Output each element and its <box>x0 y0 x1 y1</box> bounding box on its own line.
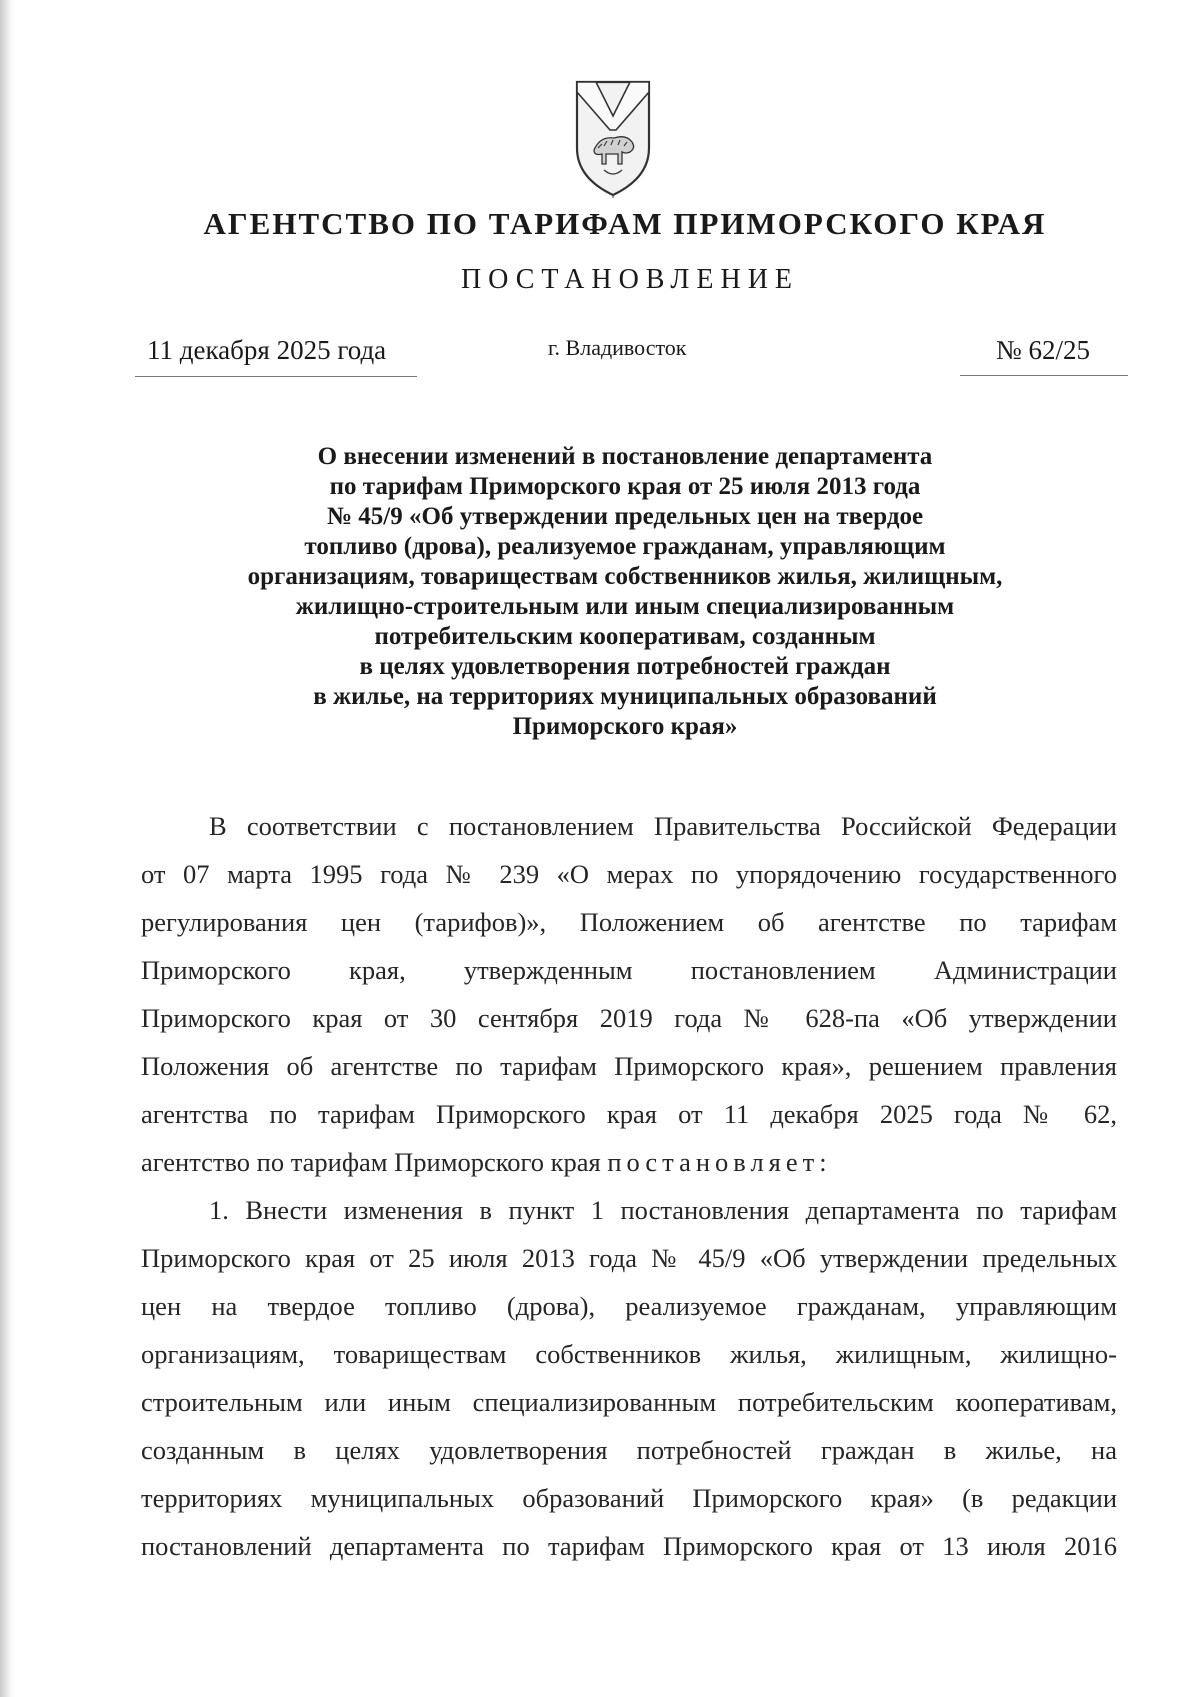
document-body <box>141 802 1117 1570</box>
body-line: цен на твердое топливо (дрова), реализуемое гражданам, управляющим <box>141 1291 1117 1321</box>
body-line: агентства по тарифам Приморского края от 11 декабря 2025 года № 62, <box>141 1099 1117 1129</box>
subject-line: Приморского края» <box>512 713 738 740</box>
item-1-paragraph <box>141 1186 1117 1570</box>
body-line <box>141 1138 1117 1186</box>
subject-line: жилищно-строительным или иным специализированным <box>295 593 955 620</box>
body-line: организациям, товариществам собственников жилья, жилищным, жилищно- <box>141 1339 1117 1369</box>
subject-line: топливо (дрова), реализуемое гражданам, управляющим <box>304 533 946 560</box>
subject-line: № 45/9 «Об утверждении предельных цен на твердое <box>326 503 924 530</box>
date-underline <box>135 376 417 377</box>
number-underline <box>960 375 1128 376</box>
body-line: созданным в целях удовлетворения потребностей граждан в жилье, на <box>141 1435 1117 1465</box>
subject-line: потребительским кооперативам, созданным <box>374 623 876 650</box>
body-line: В соответствии с постановлением Правительства Российской Федерации <box>209 811 1117 841</box>
body-line: от 07 марта 1995 года № 239 «О мерах по упорядочению государственного <box>141 859 1117 889</box>
document-date: 11 декабря 2025 года <box>147 335 387 365</box>
document-subject <box>150 442 1100 742</box>
body-line: Приморского края от 30 сентября 2019 года № 628-па «Об утверждении <box>141 1003 1117 1033</box>
subject-line: организациям, товариществам собственников жилья, жилищным, <box>247 563 1003 590</box>
subject-line: в жилье, на территориях муниципальных образований <box>313 683 937 710</box>
coat-of-arms-icon <box>574 78 652 198</box>
body-line: регулирования цен (тарифов)», Положением об агентстве по тарифам <box>141 907 1117 937</box>
document-city: г. Владивосток <box>548 335 687 360</box>
body-line: строительным или иным специализированным потребительским кооперативам, <box>141 1387 1117 1417</box>
body-line: Приморского края от 25 июля 2013 года № 45/9 «Об утверждении предельных <box>141 1243 1117 1273</box>
subject-line: по тарифам Приморского края от 25 июля 2013 года <box>329 473 921 500</box>
body-line: Положения об агентстве по тарифам Приморского края», решением правления <box>141 1051 1117 1081</box>
subject-line: О внесении изменений в постановление департамента <box>317 443 933 470</box>
decree-verb: постановляет: <box>607 1147 832 1177</box>
preamble-paragraph <box>141 802 1117 1186</box>
decree-clause: агентство по тарифам Приморского края <box>141 1147 608 1177</box>
body-line: 1. Внести изменения в пункт 1 постановления департамента по тарифам <box>209 1195 1117 1225</box>
body-line: постановлений департамента по тарифам Приморского края от 13 июля 2016 <box>141 1531 1117 1561</box>
body-line: территориях муниципальных образований Приморского края» (в редакции <box>141 1483 1117 1513</box>
document-type: ПОСТАНОВЛЕНИЕ <box>460 264 800 295</box>
subject-line: в целях удовлетворения потребностей граждан <box>359 653 891 680</box>
body-line: Приморского края, утвержденным постановлением Администрации <box>141 955 1117 985</box>
document-number: № 62/25 <box>995 335 1090 365</box>
agency-name: АГЕНТСТВО ПО ТАРИФАМ ПРИМОРСКОГО КРАЯ <box>203 206 1047 241</box>
scan-edge-shadow <box>0 0 14 1697</box>
